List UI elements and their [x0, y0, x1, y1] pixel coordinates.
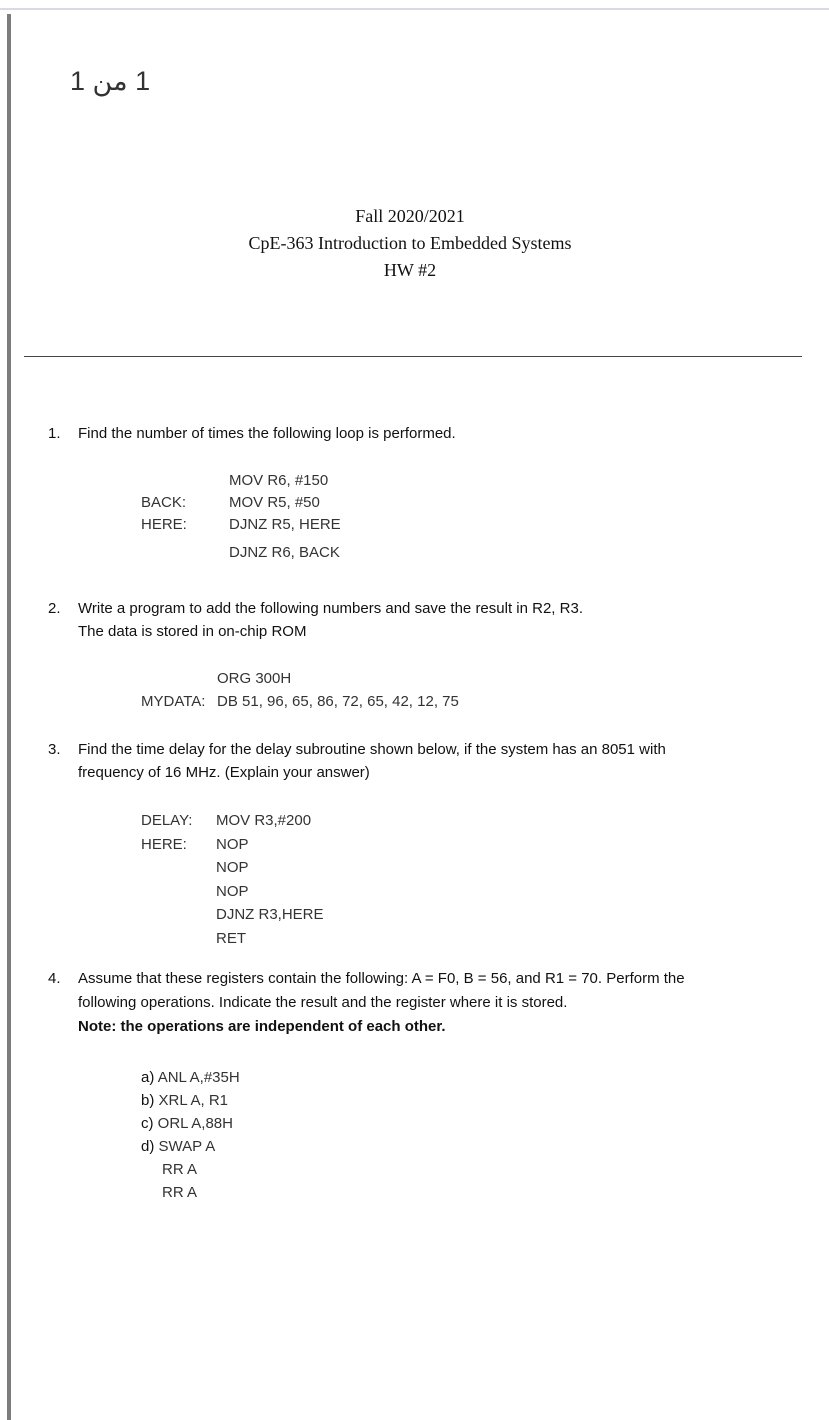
- question-number: 2.: [48, 600, 61, 617]
- question-number: 1.: [48, 425, 61, 442]
- subpart-a: [141, 1066, 240, 1089]
- viewer-top-border: [0, 8, 829, 10]
- code-instruction: MOV R5, #50: [229, 494, 320, 511]
- question-text: Assume that these registers contain the following: A = F0, B = 56, and R1 = 70. Perform the: [78, 970, 685, 987]
- code-instruction: NOP: [216, 859, 249, 876]
- course-heading: CpE-363 Introduction to Embedded Systems: [248, 233, 572, 253]
- subpart-list: [141, 1066, 240, 1204]
- code-instruction: DB 51, 96, 65, 86, 72, 65, 42, 12, 75: [217, 693, 459, 710]
- subpart-b: [141, 1089, 240, 1112]
- code-instruction: ORG 300H: [217, 670, 292, 687]
- question-number: 4.: [48, 970, 61, 987]
- question-text: Find the number of times the following loop is performed.: [78, 425, 456, 442]
- code-label: BACK:: [141, 494, 187, 511]
- code-instruction: MOV R6, #150: [229, 472, 329, 489]
- term-heading: Fall 2020/2021: [355, 206, 465, 226]
- code-label: HERE:: [141, 516, 187, 533]
- subpart-d-continuation: RR A: [162, 1184, 198, 1201]
- code-instruction: NOP: [216, 882, 249, 900]
- header-divider: [24, 356, 802, 357]
- code-instruction: NOP: [216, 835, 249, 853]
- subpart-c: [141, 1112, 240, 1135]
- question-text: Find the time delay for the delay subroutine shown below, if the system has an 8051 with: [78, 741, 666, 758]
- subpart-letter: d): [141, 1138, 155, 1155]
- code-instruction: RET: [216, 929, 246, 947]
- code-instruction: DJNZ R3,HERE: [216, 906, 324, 923]
- question-number: 3.: [48, 741, 61, 758]
- subpart-letter: c): [141, 1115, 154, 1132]
- code-label: HERE:: [141, 835, 187, 853]
- subpart-letter: a): [141, 1069, 155, 1086]
- code-instruction: DJNZ R5, HERE: [229, 516, 341, 533]
- question-note: Note: the operations are independent of each other.: [78, 1018, 446, 1035]
- question-text: The data is stored in on-chip ROM: [78, 623, 307, 640]
- code-label: MYDATA:: [141, 693, 206, 710]
- viewer-left-border: [7, 14, 11, 1420]
- subpart-instruction: XRL A, R1: [158, 1092, 228, 1109]
- subpart-letter: b): [141, 1092, 155, 1109]
- subpart-instruction: SWAP A: [158, 1138, 216, 1155]
- question-text: following operations. Indicate the result and the register where it is stored.: [78, 994, 568, 1011]
- code-instruction: DJNZ R6, BACK: [229, 544, 340, 561]
- subpart-instruction: ORL A,88H: [157, 1115, 233, 1132]
- assignment-heading: HW #2: [383, 260, 437, 280]
- page-counter: 1 من 1: [70, 66, 151, 96]
- subpart-d-continuation: RR A: [162, 1161, 198, 1178]
- subpart-d: [141, 1135, 240, 1158]
- question-text: Write a program to add the following numbers and save the result in R2, R3.: [78, 600, 583, 617]
- code-instruction: MOV R3,#200: [216, 812, 312, 829]
- code-label: DELAY:: [141, 812, 193, 829]
- subpart-instruction: ANL A,#35H: [157, 1069, 240, 1086]
- question-text: frequency of 16 MHz. (Explain your answer): [78, 764, 370, 781]
